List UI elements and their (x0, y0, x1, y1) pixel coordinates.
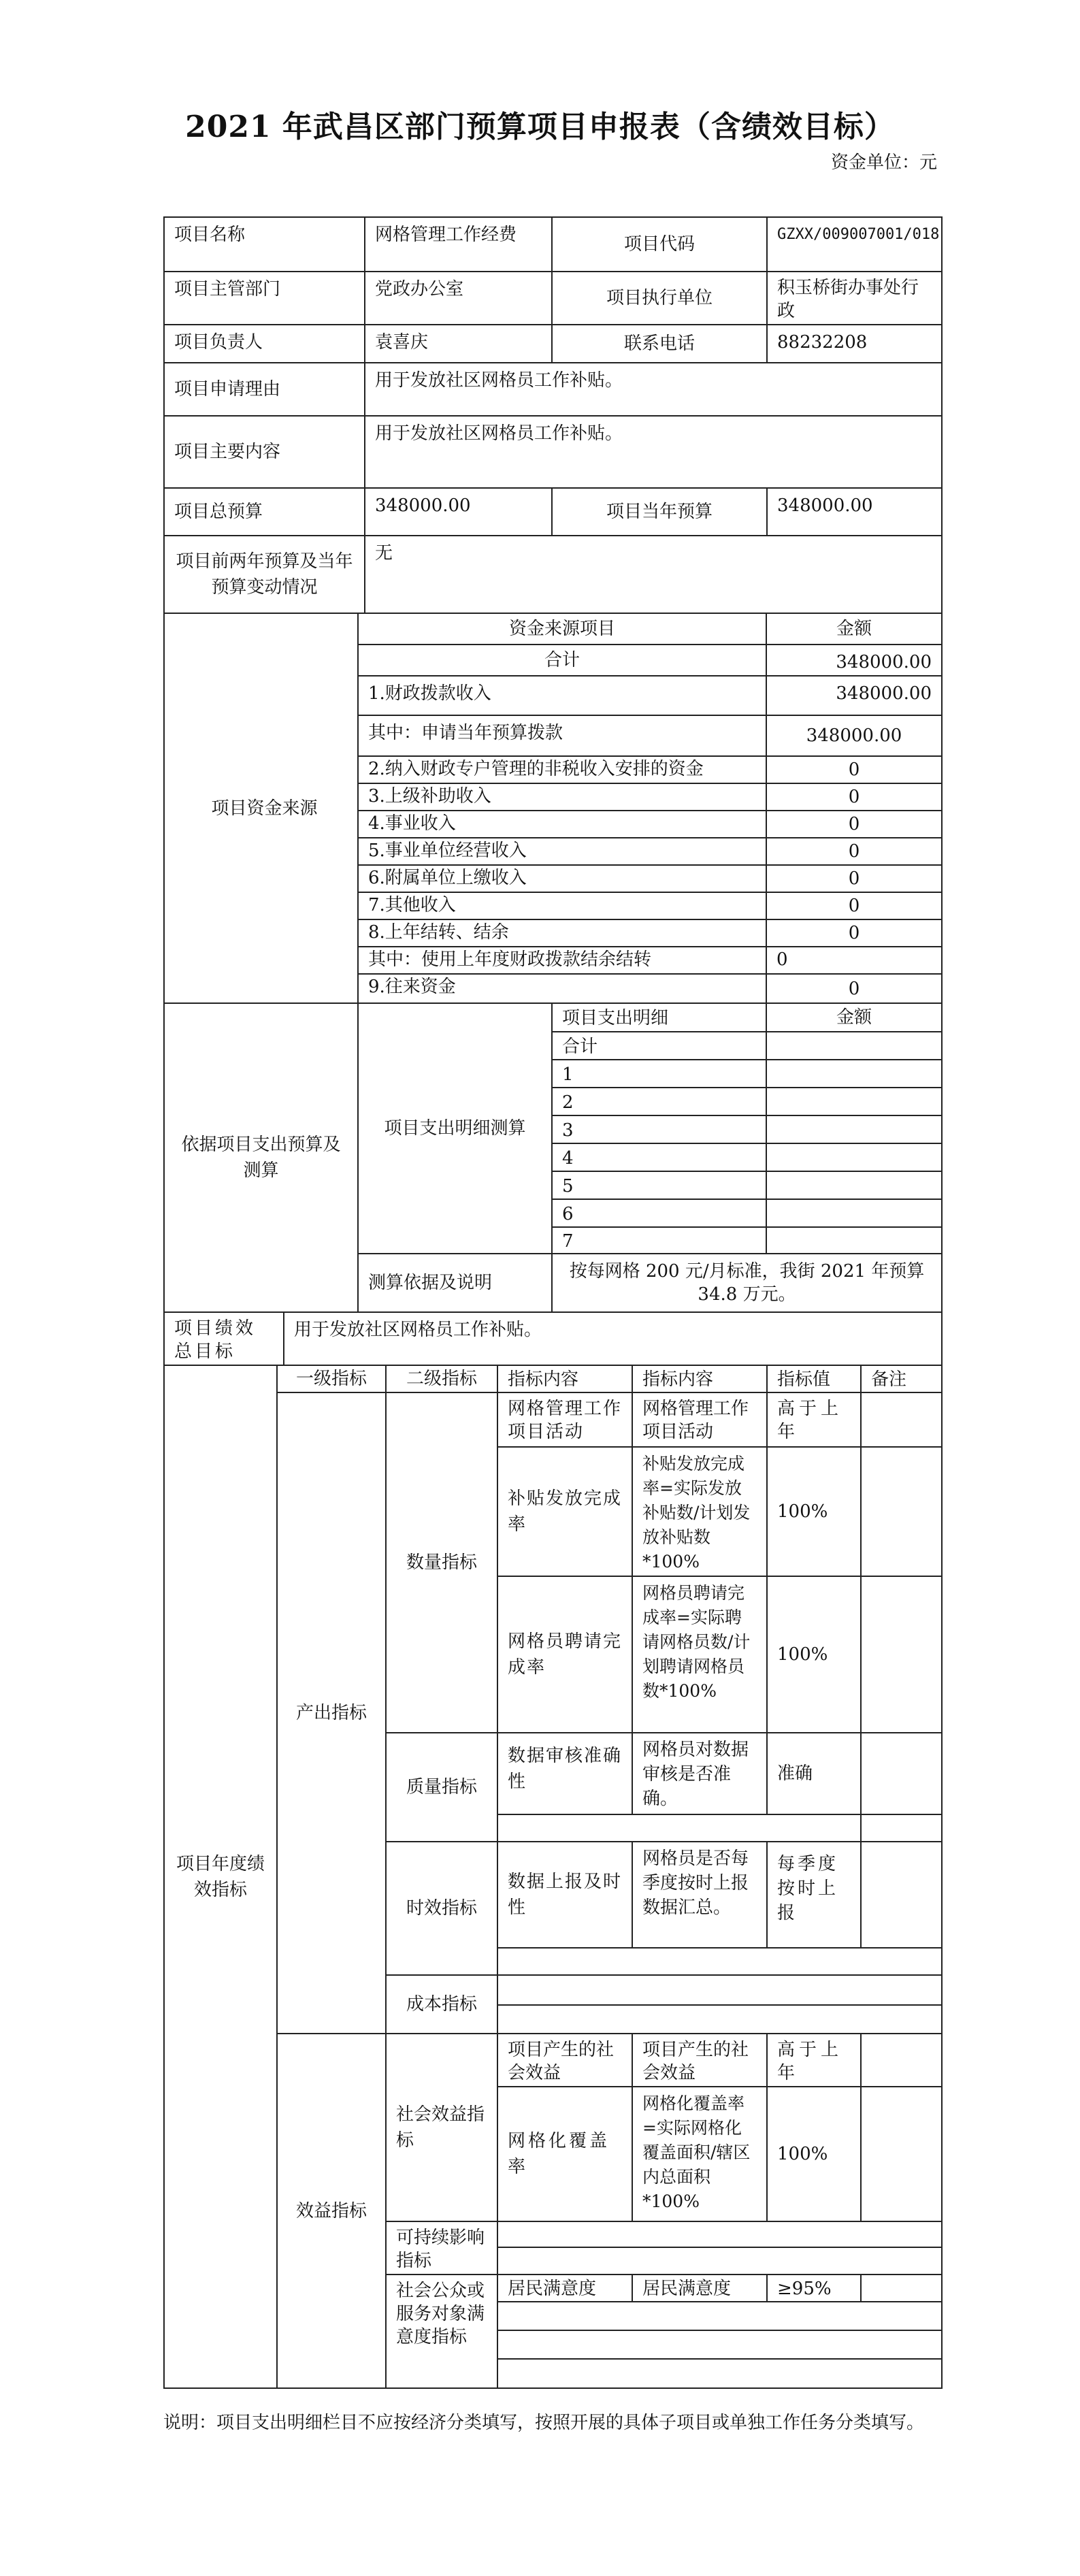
label-dept: 项目主管部门 (163, 271, 365, 325)
funding-row-amount: 348000.00 (766, 675, 943, 716)
ql-val: 准确 (766, 1732, 862, 1815)
q2-note (860, 1446, 943, 1577)
funding-row-amount: 0 (766, 810, 943, 838)
funding-row-item: 3.上级补助收入 (357, 783, 767, 811)
label-code: 项目代码 (551, 216, 768, 272)
funding-row-amount: 0 (766, 946, 943, 975)
expense-detail-label: 项目支出明细测算 (357, 1002, 553, 1254)
funding-row-item: 4.事业收入 (357, 810, 767, 838)
expense-row: 4 (551, 1143, 767, 1172)
l1-output: 产出指标 (276, 1392, 387, 2034)
label-year: 项目当年预算 (551, 487, 768, 536)
l2-quality: 质量指标 (385, 1732, 498, 1842)
l2-timeliness: 时效指标 (385, 1841, 498, 1976)
s1-desc: 项目产生的社会效益 (632, 2033, 768, 2087)
l2-sustain: 可持续影响指标 (385, 2221, 498, 2275)
perf-header: 指标值 (766, 1365, 862, 1393)
q1-name: 网格管理工作项目活动 (497, 1392, 633, 1448)
s2-val: 100% (766, 2086, 862, 2222)
s1-note (860, 2033, 943, 2087)
expense-col-amount: 金额 (766, 1002, 943, 1032)
sat-empty (497, 2358, 943, 2389)
q2-name: 补贴发放完成率 (497, 1446, 633, 1577)
q2-desc: 补贴发放完成率=实际发放补贴数/计划发放补贴数*100% (632, 1446, 768, 1577)
s2-name: 网格化覆盖率 (497, 2086, 633, 2222)
ql-note (860, 1732, 943, 1815)
funding-col-amount: 金额 (766, 613, 943, 645)
s1-val: 高于上年 (766, 2033, 862, 2087)
sat-val: ≥95% (766, 2274, 862, 2302)
value-exec: 积玉桥街办事处行政 (766, 271, 943, 325)
l2-cost: 成本指标 (385, 1974, 498, 2034)
label-name: 项目名称 (163, 216, 365, 272)
q3-val: 100% (766, 1576, 862, 1733)
expense-row-amount (766, 1199, 943, 1228)
label-phone: 联系电话 (551, 324, 768, 363)
funding-row-amount: 0 (766, 837, 943, 866)
expense-row-amount (766, 1031, 943, 1060)
s2-desc: 网格化覆盖率=实际网格化覆盖面积/辖区内总面积*100% (632, 2086, 768, 2222)
expense-row: 1 (551, 1059, 767, 1088)
label-content: 项目主要内容 (163, 415, 365, 489)
funding-row-item: 其中：使用上年度财政拨款结余结转 (357, 946, 767, 975)
perf-header: 指标内容 (497, 1365, 633, 1393)
ql-empty-note (860, 1814, 943, 1842)
funding-row-amount: 0 (766, 864, 943, 893)
expense-row: 7 (551, 1226, 767, 1254)
funding-label: 项目资金来源 (163, 613, 365, 1004)
perf-annual-label: 项目年度绩效指标 (163, 1365, 278, 2389)
t-note (860, 1841, 943, 1949)
value-leader: 袁喜庆 (364, 324, 553, 363)
expense-row: 5 (551, 1171, 767, 1200)
label-total: 项目总预算 (163, 487, 365, 536)
perf-goal: 用于发放社区网格员工作补贴。 (283, 1311, 943, 1366)
expense-basis-label: 测算依据及说明 (357, 1253, 553, 1313)
perf-goal-label: 项目绩效总目标 (163, 1311, 284, 1366)
q3-note (860, 1576, 943, 1733)
l2-social: 社会效益指标 (385, 2033, 498, 2222)
cost-empty (497, 1974, 943, 2006)
expense-row-amount (766, 1059, 943, 1088)
expense-row: 合计 (551, 1031, 767, 1060)
footnote: 说明：项目支出明细栏目不应按经济分类填写，按照开展的具体子项目或单独工作任务分类填写。 (163, 2413, 925, 2433)
funding-row-item: 合计 (357, 644, 767, 676)
s1-name: 项目产生的社会效益 (497, 2033, 633, 2087)
funding-row-amount: 348000.00 (766, 644, 943, 676)
label-exec: 项目执行单位 (551, 271, 768, 325)
value-reason: 用于发放社区网格员工作补贴。 (364, 362, 943, 417)
q3-desc: 网格员聘请完成率=实际聘请网格员数/计划聘请网格员数*100% (632, 1576, 768, 1733)
funding-row-item: 5.事业单位经营收入 (357, 837, 767, 866)
t-empty (497, 1947, 943, 1976)
q3-name: 网格员聘请完成率 (497, 1576, 633, 1733)
value-year: 348000.00 (766, 487, 943, 536)
value-total: 348000.00 (364, 487, 553, 536)
label-change: 项目前两年预算及当年预算变动情况 (163, 535, 365, 614)
perf-header: 备注 (860, 1365, 943, 1393)
expense-row-amount (766, 1115, 943, 1144)
funding-row-amount: 0 (766, 919, 943, 947)
expense-row-amount (766, 1143, 943, 1172)
funding-col-item: 资金来源项目 (357, 613, 767, 645)
sat-desc: 居民满意度 (632, 2274, 768, 2302)
t-name: 数据上报及时性 (497, 1841, 633, 1949)
sat-empty (497, 2301, 943, 2331)
funding-row-item: 8.上年结转、结余 (357, 919, 767, 947)
l2-quantity: 数量指标 (385, 1392, 498, 1733)
funding-row-item: 6.附属单位上缴收入 (357, 864, 767, 893)
funding-row-item: 7.其他收入 (357, 892, 767, 920)
s2-note (860, 2086, 943, 2222)
sustain-empty (497, 2247, 943, 2275)
funding-row-amount: 0 (766, 892, 943, 920)
expense-row: 2 (551, 1087, 767, 1116)
l1-benefit: 效益指标 (276, 2033, 387, 2389)
perf-header: 指标内容 (632, 1365, 768, 1393)
t-val: 每季度按时上报 (766, 1841, 862, 1949)
value-change: 无 (364, 535, 943, 614)
t-desc: 网格员是否每季度按时上报数据汇总。 (632, 1841, 768, 1949)
expense-col-item: 项目支出明细 (551, 1002, 767, 1032)
funding-row-amount: 0 (766, 755, 943, 784)
funding-row-item: 其中：申请当年预算拨款 (357, 715, 767, 757)
cost-empty (497, 2004, 943, 2034)
perf-header: 二级指标 (385, 1365, 498, 1393)
funding-row-item: 2.纳入财政专户管理的非税收入安排的资金 (357, 755, 767, 784)
l2-satisfaction: 社会公众或服务对象满意度指标 (385, 2274, 498, 2389)
sat-empty (497, 2330, 943, 2360)
ql-empty-row (497, 1814, 862, 1842)
value-content: 用于发放社区网格员工作补贴。 (364, 415, 943, 489)
value-name: 网格管理工作经费 (364, 216, 553, 272)
sustain-empty (497, 2221, 943, 2248)
sat-name: 居民满意度 (497, 2274, 633, 2302)
q1-note (860, 1392, 943, 1448)
value-code: GZXX/009007001/018 (766, 216, 943, 272)
expense-label: 依据项目支出预算及测算 (163, 1002, 359, 1313)
label-leader: 项目负责人 (163, 324, 365, 363)
label-reason: 项目申请理由 (163, 362, 365, 417)
funding-row-amount: 0 (766, 973, 943, 1004)
expense-row-amount (766, 1226, 943, 1254)
q1-val: 高于上年 (766, 1392, 862, 1448)
expense-basis: 按每网格 200 元/月标准，我街 2021 年预算 34.8 万元。 (551, 1253, 943, 1313)
ql-desc: 网格员对数据审核是否准确。 (632, 1732, 768, 1815)
funding-row-amount: 0 (766, 783, 943, 811)
expense-row-amount (766, 1171, 943, 1200)
funding-row-item: 9.往来资金 (357, 973, 767, 1004)
value-dept: 党政办公室 (364, 271, 553, 325)
ql-name: 数据审核准确性 (497, 1732, 633, 1815)
expense-row: 3 (551, 1115, 767, 1144)
expense-row-amount (766, 1087, 943, 1116)
expense-row: 6 (551, 1199, 767, 1228)
q2-val: 100% (766, 1446, 862, 1577)
value-phone: 88232208 (766, 324, 943, 363)
currency-unit: 资金单位：元 (830, 152, 937, 173)
page-title: 2021 年武昌区部门预算项目申报表（含绩效目标） (185, 110, 895, 144)
funding-row-amount: 348000.00 (766, 715, 943, 757)
funding-row-item: 1.财政拨款收入 (357, 675, 767, 716)
sat-note (860, 2274, 943, 2302)
q1-desc: 网格管理工作项目活动 (632, 1392, 768, 1448)
perf-header: 一级指标 (276, 1365, 387, 1393)
